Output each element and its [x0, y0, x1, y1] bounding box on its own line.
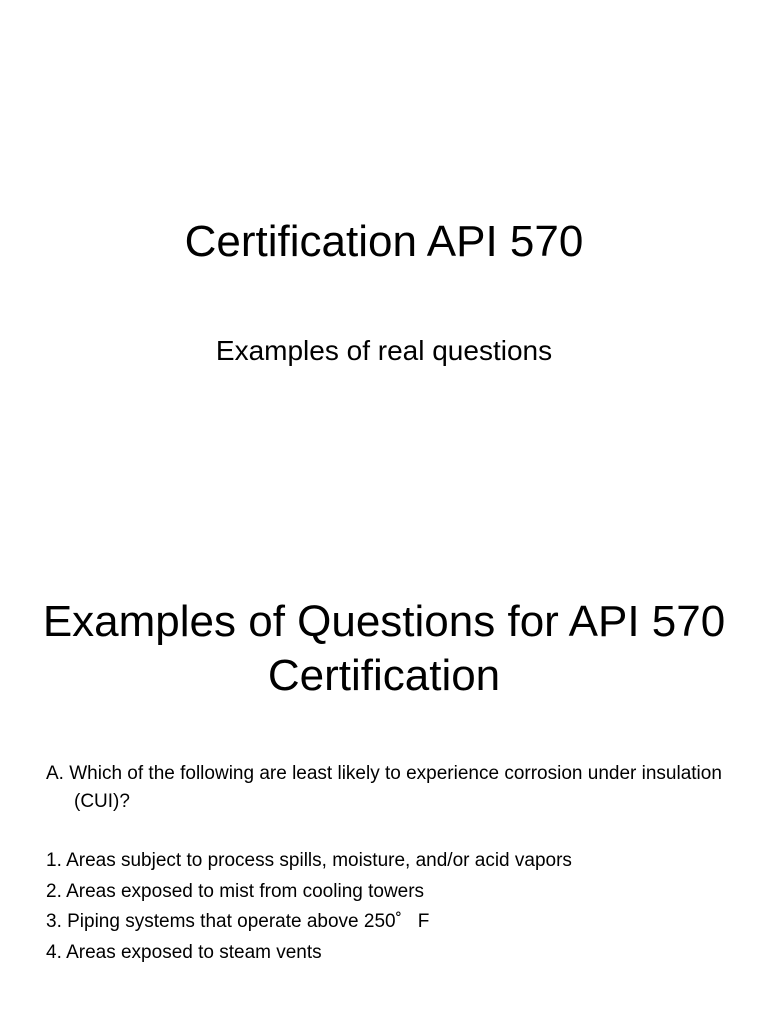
- slide-1: [0, 0, 768, 500]
- slide-2-title: Examples of Questions for API 570 Certification: [42, 597, 726, 700]
- question-a: A. Which of the following are least likely to experience corrosion under insulation (CUI)?: [46, 763, 722, 812]
- answer-option-3: 3. Piping systems that operate above 250˚ F: [46, 911, 430, 932]
- slide-1-subtitle: Examples of real questions: [215, 335, 553, 366]
- answer-option-2: 2. Areas exposed to mist from cooling towers: [46, 880, 425, 902]
- slide-1-title: Certification API 570: [184, 217, 584, 266]
- answer-option-4: 4. Areas exposed to steam vents: [46, 941, 322, 963]
- answer-options: [46, 846, 726, 968]
- question-text: [46, 760, 726, 816]
- answer-option-1: 1. Areas subject to process spills, moisture, and/or acid vapors: [46, 850, 572, 871]
- slide-2: [0, 500, 768, 1024]
